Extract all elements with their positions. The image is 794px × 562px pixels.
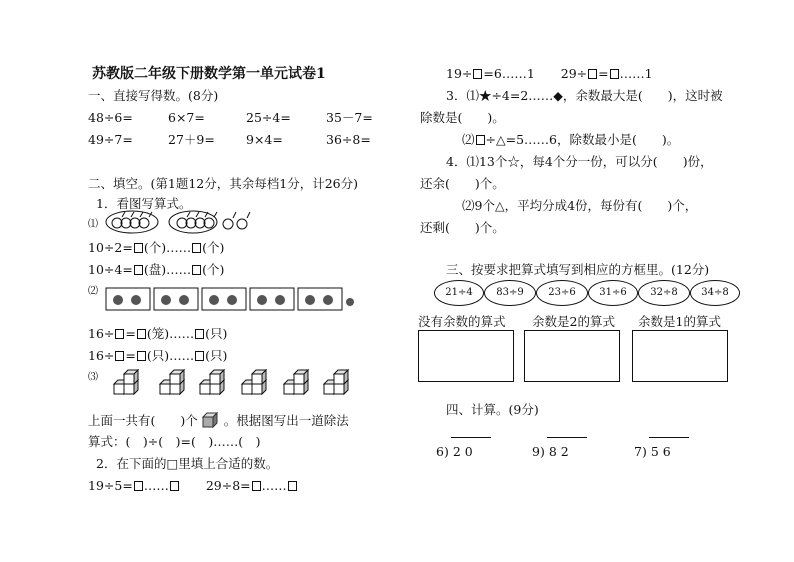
answer-box-remainder-2[interactable]: [524, 330, 620, 382]
mental-calc-item: 35－7=: [326, 110, 373, 125]
division-bar: [649, 437, 689, 438]
answer-box[interactable]: [610, 69, 619, 79]
section1-row-1: [88, 110, 373, 125]
circle-groups-picture: [104, 208, 254, 236]
mental-calc-item: 27＋9=: [168, 132, 215, 147]
answer-box[interactable]: [195, 329, 204, 339]
part-1-label: ⑴: [88, 219, 98, 230]
answer-box[interactable]: [137, 329, 146, 339]
question-4b-cont: 还剩( )个。: [420, 220, 505, 235]
divisor: 7: [634, 444, 642, 459]
question-4a-cont: 还余( )个。: [420, 176, 505, 191]
mental-calc-item: 6×7=: [168, 110, 205, 125]
box-label-remainder-2: 余数是2的算式: [532, 314, 615, 329]
long-division: 7) 5 6: [634, 444, 671, 459]
question-1-label: 1．看图写算式。: [96, 196, 192, 211]
page-title: 苏教版二年级下册数学第一单元试卷1: [92, 66, 326, 82]
box-label-no-remainder: 没有余数的算式: [418, 314, 506, 329]
dividend: 2 0: [452, 444, 473, 459]
part-1-line-1: 10÷2= (个)…… (个): [88, 240, 225, 255]
part-2-line-1: 16÷ = (笼)…… (只): [88, 326, 228, 341]
division-bar: [547, 437, 587, 438]
question-3b: ⑵ ÷△=5……6，除数最小是( )。: [462, 132, 680, 147]
mental-calc-item: 49÷7=: [88, 132, 133, 147]
answer-box[interactable]: [195, 351, 204, 361]
cube-icon: [202, 412, 220, 428]
question-2-line-1: 19÷5= …… 29÷8= ……: [88, 478, 298, 493]
part-1-line-2: 10÷4= (盘)…… (个): [88, 262, 225, 277]
expression-cloud[interactable]: 23÷6: [536, 280, 588, 306]
question-2-label: 2．在下面的□里填上合适的数。: [96, 456, 279, 471]
expression-cloud[interactable]: 21÷4: [434, 280, 484, 306]
cube-stacks-picture: [112, 364, 362, 394]
part-3-label: ⑶: [88, 372, 98, 383]
mental-calc-item: 9×4=: [246, 132, 283, 147]
expression-cloud[interactable]: 83÷9: [484, 280, 536, 306]
expression-cloud[interactable]: 32÷8: [638, 280, 690, 306]
question-3a-cont: 除数是( )。: [420, 110, 505, 125]
part-3-line-2: 算式：( )÷( )=( )……( ): [88, 434, 261, 449]
section2-heading: 二、填空。(第1题12分，其余每档1分，计26分): [88, 176, 358, 191]
cages-picture: [104, 284, 356, 312]
division-bar: [451, 437, 491, 438]
divisor: 9: [532, 444, 540, 459]
long-division: 6) 2 0: [436, 444, 473, 459]
part-2-line-2: 16÷ = (只)…… (只): [88, 348, 228, 363]
box-label-remainder-1: 余数是1的算式: [638, 314, 721, 329]
answer-box[interactable]: [134, 243, 143, 253]
section1-heading: 一、直接写得数。(8分): [88, 88, 219, 103]
mental-calc-item: 36÷8=: [326, 132, 371, 147]
mental-calc-item: 25÷4=: [246, 110, 291, 125]
section1-row-2: [88, 132, 371, 147]
dividend: 5 6: [650, 444, 671, 459]
answer-box[interactable]: [170, 481, 179, 491]
answer-box[interactable]: [137, 351, 146, 361]
answer-box[interactable]: [115, 351, 124, 361]
answer-box[interactable]: [288, 481, 297, 491]
expression-cloud[interactable]: 34÷8: [690, 280, 740, 306]
expression-cloud[interactable]: 31÷6: [588, 280, 638, 306]
answer-box[interactable]: [192, 265, 201, 275]
answer-box[interactable]: [476, 135, 485, 145]
part-3-line-1: 上面一共有( )个 。根据图写出一道除法: [88, 413, 349, 428]
part-2-label: ⑵: [88, 286, 98, 297]
answer-box-remainder-1[interactable]: [632, 330, 728, 382]
long-division: 9) 8 2: [532, 444, 569, 459]
divisor: 6: [436, 444, 444, 459]
answer-box-no-remainder[interactable]: [418, 330, 514, 382]
question-4b: ⑵9个△，平均分成4份，每份有( )个，: [462, 198, 698, 213]
answer-box[interactable]: [473, 69, 482, 79]
answer-box[interactable]: [115, 329, 124, 339]
dividend: 8 2: [548, 444, 569, 459]
section4-heading: 四、计算。(9分): [446, 402, 539, 417]
answer-box[interactable]: [588, 69, 597, 79]
mental-calc-item: 48÷6=: [88, 110, 133, 125]
section3-heading: 三、按要求把算式填写到相应的方框里。(12分): [446, 262, 710, 277]
question-4a: 4．⑴13个☆，每4个分一份，可以分( )份，: [446, 154, 713, 169]
answer-box[interactable]: [134, 265, 143, 275]
right-top-line: 19÷ =6……1 29÷ = ……1: [446, 66, 653, 81]
answer-box[interactable]: [134, 481, 143, 491]
answer-box[interactable]: [252, 481, 261, 491]
question-3a: 3．⑴★÷4=2……◆，余数最大是( )，这时被: [446, 88, 723, 103]
answer-box[interactable]: [192, 243, 201, 253]
